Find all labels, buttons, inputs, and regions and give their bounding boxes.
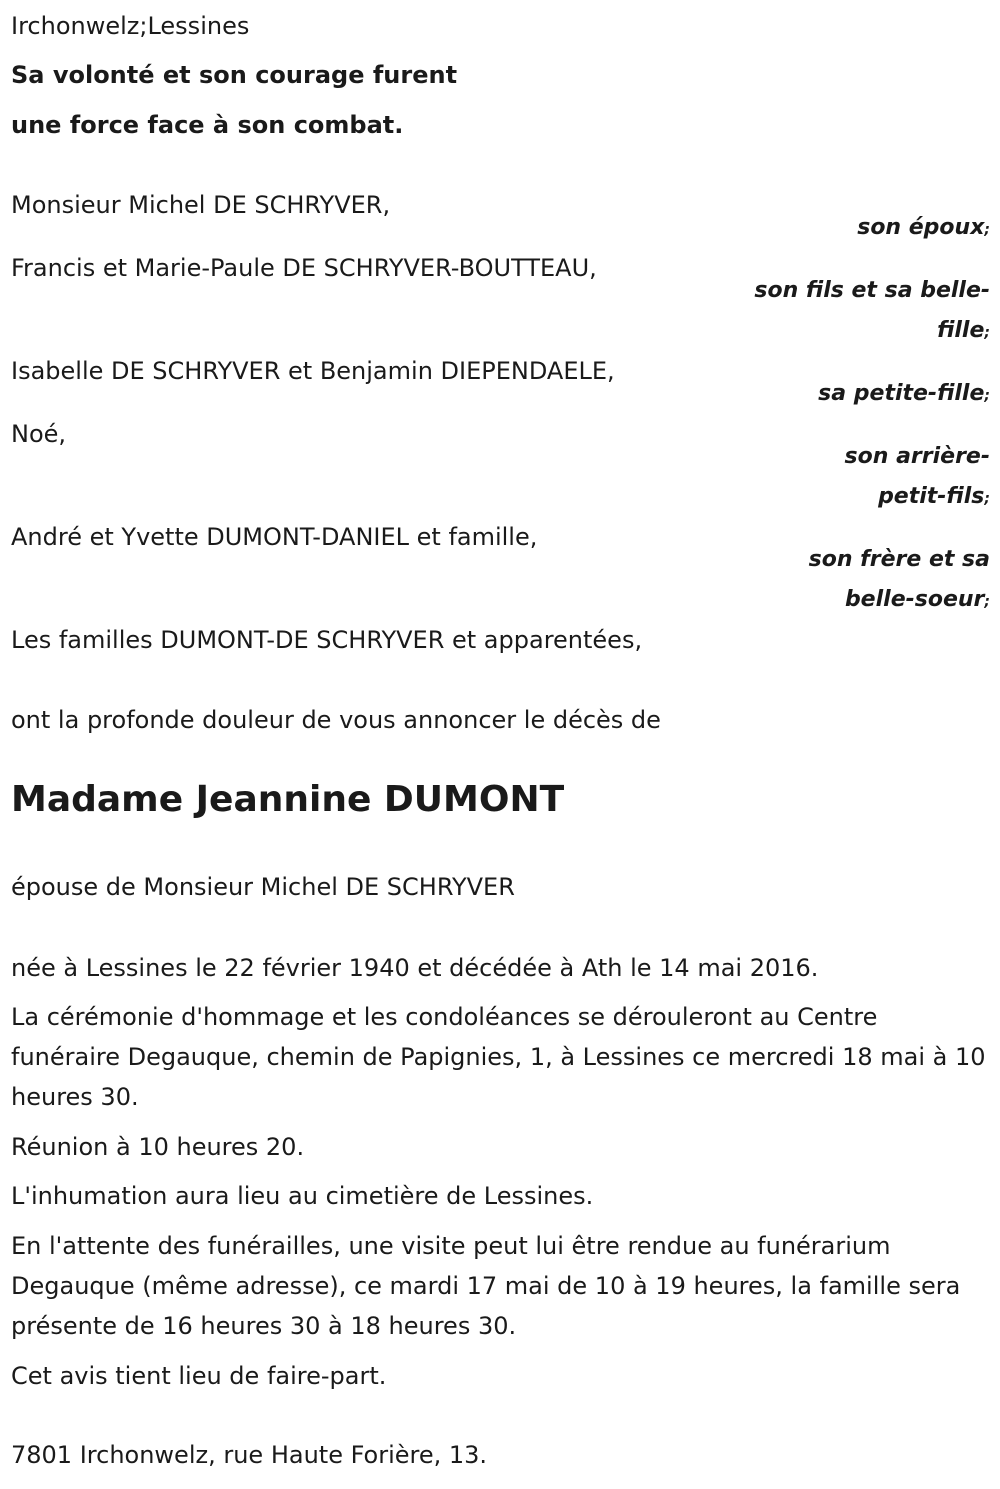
- notice-line: Cet avis tient lieu de faire-part.: [11, 1362, 387, 1390]
- family-member-name: Isabelle DE SCHRYVER et Benjamin DIEPENDAELE,: [11, 357, 615, 385]
- family-relation: son frère et sa belle-soeur;: [808, 547, 990, 612]
- birth-death-dates: née à Lessines le 22 février 1940 et décédée à Ath le 14 mai 2016.: [11, 954, 819, 982]
- meeting-time: Réunion à 10 heures 20.: [11, 1133, 305, 1161]
- family-relation: son époux;: [857, 215, 990, 240]
- spouse-line: épouse de Monsieur Michel DE SCHRYVER: [11, 873, 515, 901]
- family-member-name: Francis et Marie-Paule DE SCHRYVER-BOUTTEAU,: [11, 254, 597, 282]
- quote-line-2: une force face à son combat.: [11, 111, 404, 139]
- visit-paragraph: En l'attente des funérailles, une visite peut lui être rendue au funérarium Degauque (même adresse), ce mardi 17 mai de 10 à 19 heures, la famille sera présente de 16 heures 30 à 18 heures 30.: [11, 1232, 961, 1340]
- family-relation: son fils et sa belle-fille;: [754, 278, 990, 343]
- family-member-name: Monsieur Michel DE SCHRYVER,: [11, 191, 391, 219]
- family-member-name: André et Yvette DUMONT-DANIEL et famille,: [11, 523, 538, 551]
- ceremony-paragraph: La cérémonie d'hommage et les condoléances se dérouleront au Centre funéraire Degauque, chemin de Papignies, 1, à Lessines ce mercredi 18 mai à 10 heures 30.: [11, 1003, 986, 1111]
- family-member-name: Les familles DUMONT-DE SCHRYVER et apparentées,: [11, 626, 643, 654]
- family-relation: son arrière-petit-fils;: [844, 444, 990, 509]
- burial-location: L'inhumation aura lieu au cimetière de Lessines.: [11, 1182, 594, 1210]
- quote-line-1: Sa volonté et son courage furent: [11, 61, 458, 89]
- address-line: 7801 Irchonwelz, rue Haute Forière, 13.: [11, 1441, 488, 1469]
- location-header: Irchonwelz;Lessines: [11, 12, 250, 40]
- deceased-name: Madame Jeannine DUMONT: [11, 779, 565, 820]
- family-member-name: Noé,: [11, 420, 67, 448]
- announcement-text: ont la profonde douleur de vous annoncer le décès de: [11, 706, 661, 734]
- family-relation: sa petite-fille;: [818, 381, 990, 406]
